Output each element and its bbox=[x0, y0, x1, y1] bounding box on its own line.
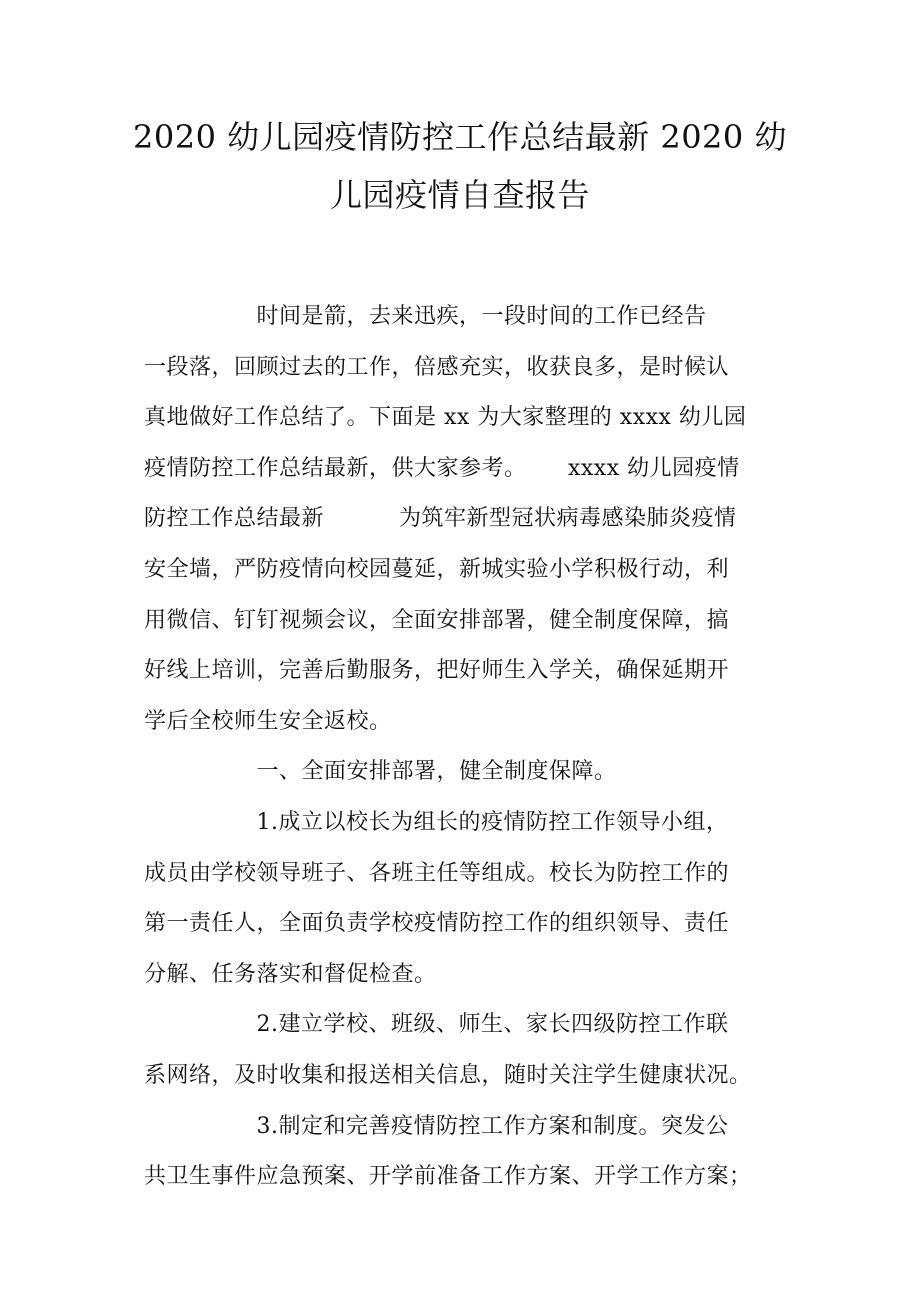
section-heading-1 bbox=[144, 747, 784, 798]
text-line: 时间是箭，去来迅疾，一段时间的工作已经告 bbox=[144, 304, 707, 329]
title-line-1: 2020 幼儿园疫情防控工作总结最新 2020 幼 bbox=[133, 118, 787, 156]
text-line: 真地做好工作总结了。下面是 xx 为大家整理的 xxxx 幼儿园 bbox=[144, 405, 747, 431]
title-line-2: 儿园疫情自查报告 bbox=[329, 176, 590, 214]
text-line: 成员由学校领导班子、各班主任等组成。校长为防控工作的 bbox=[144, 860, 730, 886]
text-line: 安全墙，严防疫情向校园蔓延，新城实验小学积极行动，利 bbox=[144, 556, 730, 582]
text-line: 防控工作总结最新 为筑牢新型冠状病毒感染肺炎疫情 bbox=[144, 506, 737, 532]
text-line: 分解、任务落实和督促检查。 bbox=[144, 961, 437, 987]
paragraph-intro bbox=[144, 292, 784, 747]
text-line: 好线上培训，完善后勤服务，把好师生入学关，确保延期开 bbox=[144, 658, 730, 684]
paragraph-item-1 bbox=[144, 798, 784, 1000]
text-line: 一、全面安排部署，健全制度保障。 bbox=[144, 759, 617, 785]
text-line: 系网络，及时收集和报送相关信息，随时关注学生健康状况。 bbox=[144, 1062, 752, 1088]
text-line: 1.成立以校长为组长的疫情防控工作领导小组， bbox=[144, 809, 729, 835]
text-line: 2.建立学校、班级、师生、家长四级防控工作联 bbox=[144, 1012, 729, 1038]
text-line: 一段落，回顾过去的工作，倍感充实，收获良多，是时候认 bbox=[144, 354, 730, 380]
text-line: 第一责任人，全面负责学校疫情防控工作的组织领导、责任 bbox=[144, 911, 730, 937]
text-line: 学后全校师生安全返校。 bbox=[144, 708, 392, 734]
text-line: 疫情防控工作总结最新，供大家参考。 xxxx 幼儿园疫情 bbox=[144, 455, 740, 481]
text-line: 用微信、钉钉视频会议，全面安排部署，健全制度保障，搞 bbox=[144, 607, 730, 633]
text-line: 3.制定和完善疫情防控工作方案和制度。突发公 bbox=[144, 1113, 729, 1139]
text-line: 共卫生事件应急预案、开学前准备工作方案、开学工作方案； bbox=[144, 1164, 752, 1190]
document-body bbox=[144, 292, 784, 1203]
paragraph-item-2 bbox=[144, 1000, 784, 1101]
document-title bbox=[120, 108, 800, 224]
paragraph-item-3 bbox=[144, 1102, 784, 1203]
